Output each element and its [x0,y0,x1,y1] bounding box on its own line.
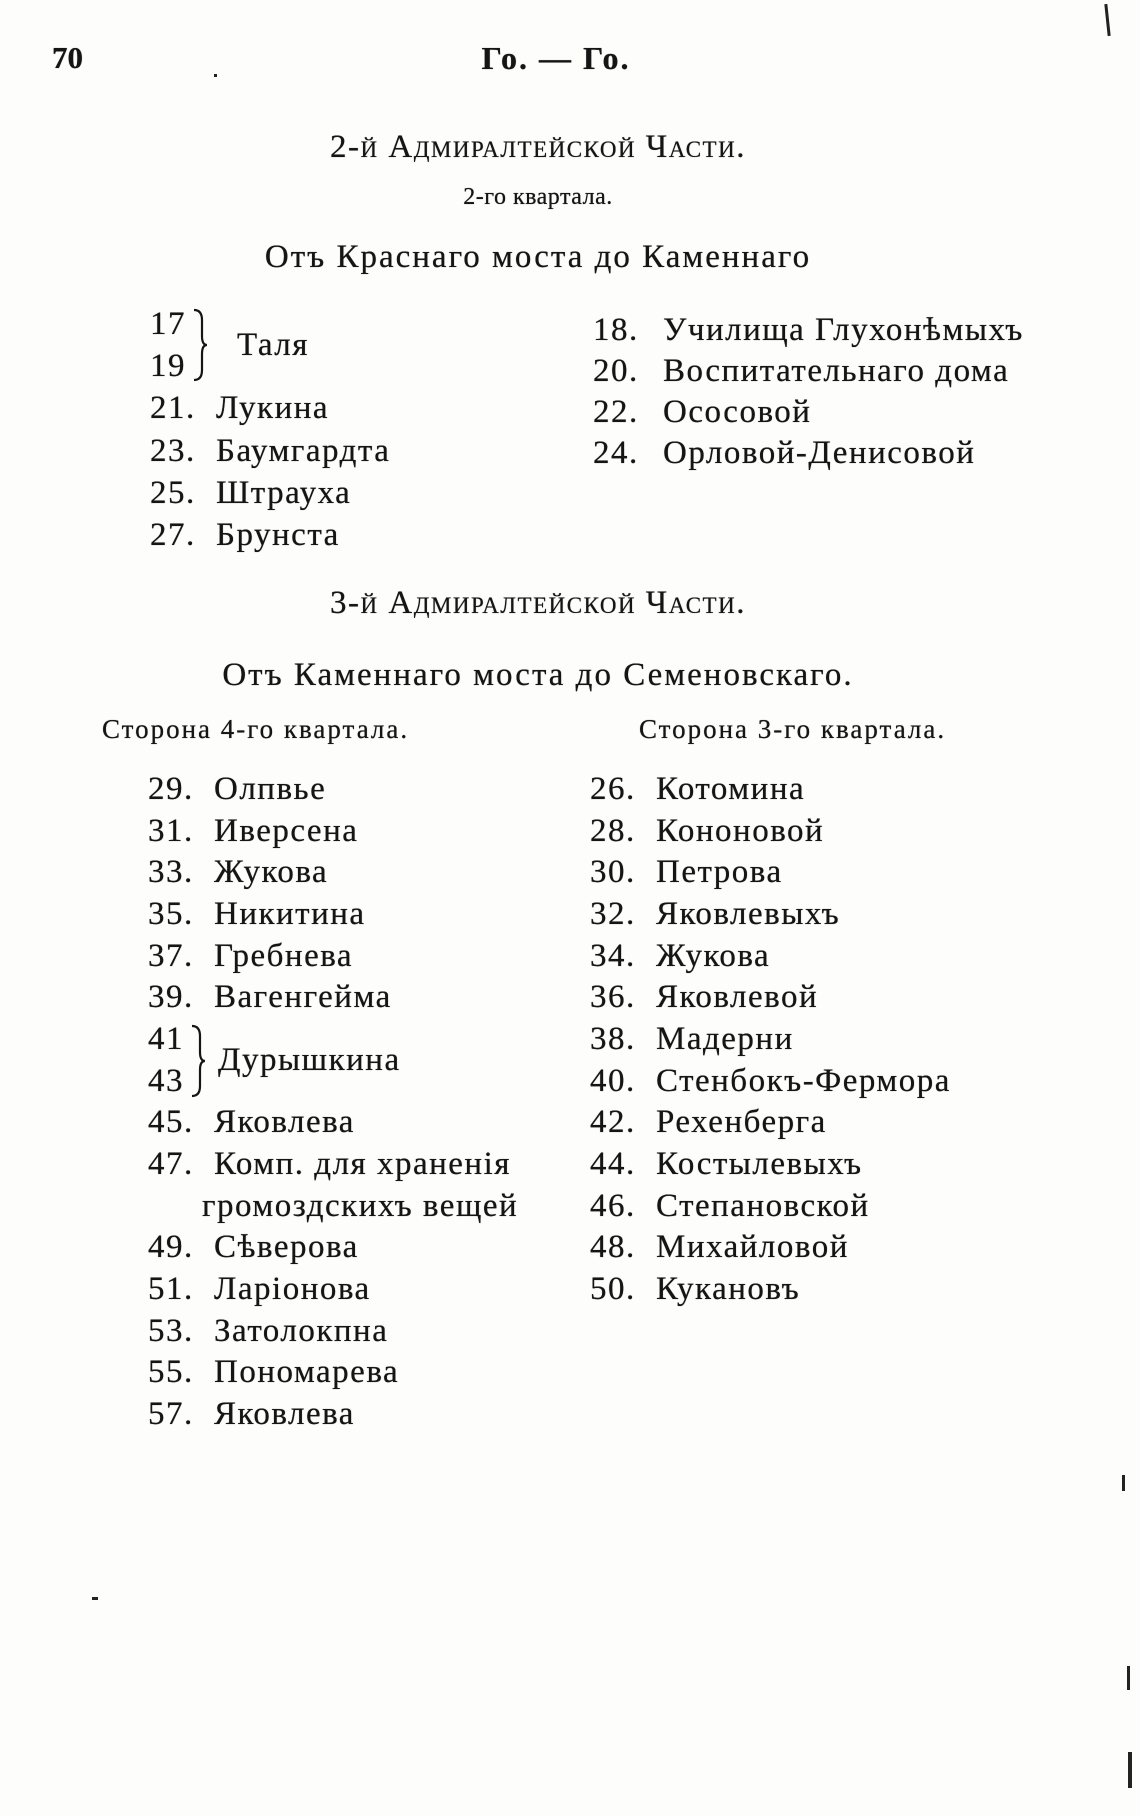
list-item [590,977,951,1019]
scan-artifact [1127,1666,1130,1690]
owner-name: Орловой-Денисовой [663,435,976,471]
list-item [148,769,518,811]
house-number: 38. [590,1021,636,1058]
owner-name: Иверсена [214,812,359,849]
house-number: 28. [590,812,636,849]
house-number: 47. [148,1146,194,1183]
grouped-entry [150,303,390,387]
list-item [590,852,951,894]
part-title: 3-й Адмиралтейской Части. [330,585,746,621]
list-item [590,811,951,853]
house-number: 26. [590,771,636,807]
scan-artifact [1104,4,1110,36]
owner-name: Затолокпна [214,1312,389,1349]
scan-artifact [214,74,217,77]
owner-name: Гребнева [214,937,354,974]
page-number: 70 [52,40,83,75]
house-number: 27. [150,517,196,553]
house-number: 39. [148,979,194,1016]
list-item [148,1394,518,1436]
list-item [150,430,390,472]
house-number: 35. [148,896,194,933]
house-number: 29. [148,771,194,807]
list-item [590,936,951,978]
route-heading: Отъ Каменнаго моста до Семеновскаго. [222,657,854,693]
owner-name: Никитина [214,896,366,933]
house-number: 17 [150,306,186,342]
house-number: 46. [590,1187,636,1224]
owner-name: Кононовой [656,812,825,849]
house-number: 50. [590,1271,636,1308]
list-item [590,894,951,936]
scan-artifact [1128,1752,1132,1788]
list-item [590,1144,951,1186]
owner-name: Штрауха [216,474,352,511]
owner-name: Яковлевыхъ [656,896,841,933]
house-number: 19 [150,348,186,385]
list-item-continuation [148,1186,518,1228]
list-item [593,351,1024,392]
list-item [148,811,518,853]
list-item [593,433,1024,474]
list-item [590,769,951,811]
part-title: 2-й Адмиралтейской Части. [330,129,746,165]
house-number: 34. [590,937,636,974]
grouped-numbers [150,303,190,387]
house-number: 45. [148,1104,194,1141]
route-heading: Отъ Краснаго моста до Каменнаго [264,239,812,275]
list-item [148,1269,518,1311]
owner-name: Костылевыхъ [656,1146,863,1183]
running-head: Го. — Го. [481,40,631,76]
owner-name: Воспитательнаго дома [663,353,1010,389]
owner-name: Жукова [214,854,329,891]
owner-name: Котомина [656,771,806,807]
list-item [148,1227,518,1269]
owner-name: Таля [237,327,309,364]
owner-name: Яковлевой [656,979,819,1016]
house-number: 55. [148,1354,194,1391]
owner-name: Дурышкина [218,1041,401,1078]
house-number: 48. [590,1229,636,1266]
list-item [150,514,390,556]
list-item [590,1061,951,1103]
left-column [150,303,390,556]
owner-name: Яковлева [214,1104,355,1141]
owner-name: Ососовой [663,394,812,430]
house-number: 20. [593,353,639,389]
list-item [590,1019,951,1061]
owner-name: Брунста [216,517,340,553]
list-item [590,1102,951,1144]
list-item [148,936,518,978]
list-item [148,894,518,936]
list-item [148,1102,518,1144]
house-number: 42. [590,1104,636,1141]
list-item [148,1311,518,1353]
house-number: 57. [148,1396,194,1433]
owner-name: Вагенгейма [214,979,392,1016]
house-number: 36. [590,979,636,1016]
side-heading-right: Сторона 3-го квартала. [639,714,947,744]
list-item [148,852,518,894]
list-item [148,1144,518,1186]
owner-name: Ларіонова [214,1271,371,1308]
scan-artifact [1122,1475,1125,1491]
house-number: 23. [150,432,196,469]
owner-name: Мадерни [656,1021,794,1058]
owner-name: Рехенберга [656,1104,827,1141]
right-column [593,310,1024,474]
list-item [148,1352,518,1394]
owner-name: Степановской [656,1187,870,1224]
brace-icon [190,1024,206,1098]
owner-name: Жукова [656,937,771,974]
house-number: 18. [593,312,639,348]
house-number: 31. [148,812,194,849]
owner-name: Михайловой [656,1229,849,1266]
quarter-heading: 2-го квартала. [463,184,613,210]
house-number: 25. [150,474,196,511]
list-item [150,472,390,514]
house-number: 41 [148,1021,184,1058]
right-column [590,769,951,1311]
owner-name: Сѣверова [214,1229,359,1266]
house-number: 49. [148,1229,194,1266]
house-number: 24. [593,435,639,471]
house-number: 21. [150,390,196,427]
house-number: 53. [148,1312,194,1349]
house-number: 44. [590,1146,636,1183]
house-number: 40. [590,1062,636,1099]
list-item [590,1269,951,1311]
list-item [593,392,1024,433]
owner-name-continuation: громоздскихъ вещей [202,1187,519,1224]
house-number: 43 [148,1062,184,1099]
grouped-numbers [148,1019,188,1102]
house-number: 37. [148,937,194,974]
owner-name: Яковлева [214,1396,355,1433]
owner-name: Кукановъ [656,1271,801,1308]
owner-name: Стенбокъ-Фермора [656,1062,951,1099]
brace-icon [192,308,208,382]
scan-artifact [92,1597,98,1600]
house-number: 33. [148,854,194,891]
list-item [590,1227,951,1269]
house-number: 22. [593,394,639,430]
list-item [593,310,1024,351]
owner-name: Училища Глухонѣмыхъ [663,312,1024,348]
owner-name: Петрова [656,854,783,891]
list-item [150,387,390,429]
owner-name: Лукина [216,390,330,427]
owner-name: Олпвье [214,771,327,807]
house-number: 32. [590,896,636,933]
owner-name: Пономарева [214,1354,400,1391]
list-item [590,1186,951,1228]
owner-name: Баумгардта [216,432,391,469]
house-number: 51. [148,1271,194,1308]
owner-name: Комп. для храненія [214,1146,511,1183]
grouped-entry [148,1019,518,1102]
list-item [148,977,518,1019]
house-number: 30. [590,854,636,891]
side-heading-left: Сторона 4-го квартала. [102,714,410,744]
left-column [148,769,518,1436]
